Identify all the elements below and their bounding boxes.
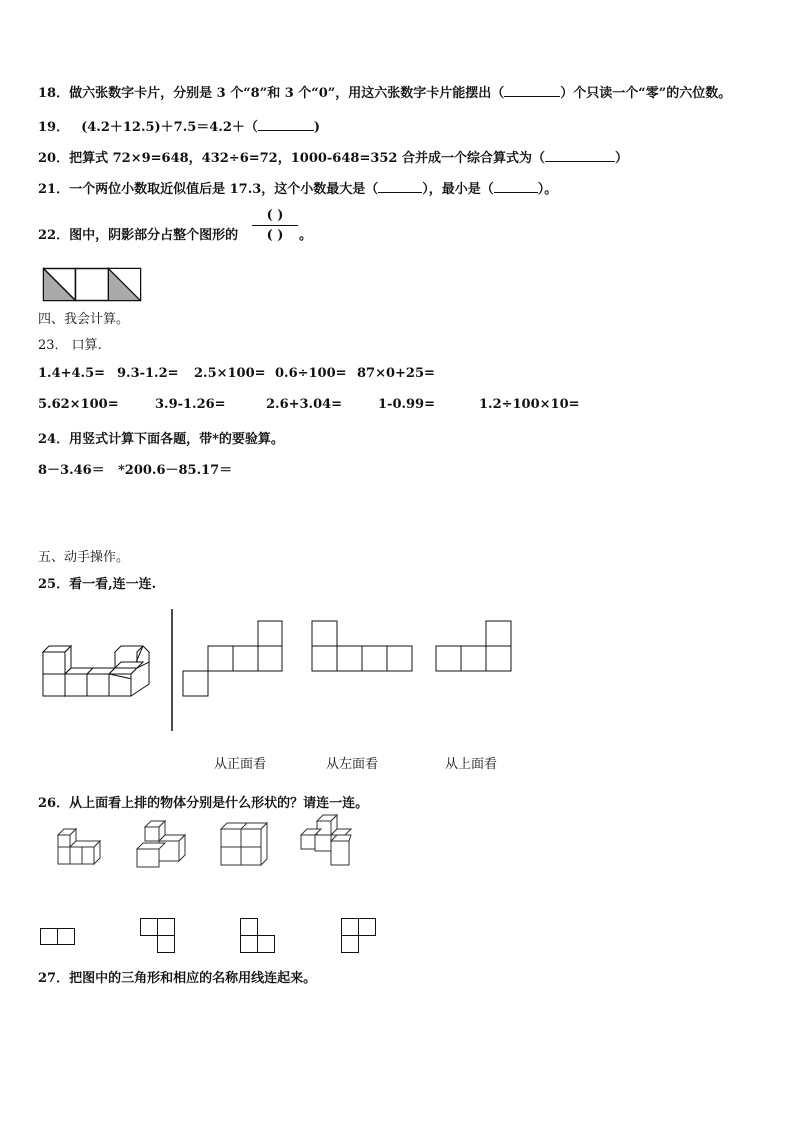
calc-item: *200.6－85.17＝ [118,463,233,478]
object-2 [137,821,187,869]
question-20-tail: ） [615,151,629,166]
question-22-period: 。 [299,228,313,243]
top-view-shape-1[interactable] [40,928,76,946]
question-26-text: 26．从上面看上排的物体分别是什么形状的？请连一连。 [38,796,369,811]
view-label-top[interactable]: 从上面看 [445,757,498,772]
question-18-tail: ）个只读一个“零”的六位数。 [560,86,732,101]
fraction-bar [252,225,298,226]
calc-item: 2.6+3.04= [266,397,343,412]
question-23-text: 23． 口算. [38,338,102,353]
calc-item: 1.2÷100×10= [479,397,580,412]
question-19-text: (4.2＋12.5)＋7.5＝4.2＋（ [81,120,258,135]
answer-blank-21-min[interactable] [494,192,538,193]
object-3 [221,823,269,869]
section-five-heading [38,546,129,565]
question-24-title [38,428,284,447]
question-21 [38,178,557,197]
question-27-text: 27．把图中的三角形和相应的名称用线连起来。 [38,971,317,986]
answer-blank-19[interactable] [258,130,314,131]
question-22-tail [299,224,312,243]
calc-item: 3.9-1.26= [155,397,226,412]
object-1 [56,829,104,867]
view-option-3[interactable] [436,621,514,673]
view-label-left[interactable]: 从左面看 [326,757,379,772]
divider-line [171,609,175,731]
question-24-text: 24．用竖式计算下面各题，带*的要验算。 [38,432,284,447]
calc-item: 8－3.46＝ [38,463,105,478]
question-21-mid: ），最小是（ [422,182,494,197]
answer-blank-18[interactable] [504,96,560,97]
section-four-heading [38,308,129,327]
answer-blank-20[interactable] [545,161,615,162]
answer-fraction-22[interactable] [252,208,298,243]
view-label-front[interactable]: 从正面看 [214,757,267,772]
calc-item: 1.4+4.5= [38,366,106,381]
question-27-title [38,967,316,986]
question-25-title [38,573,156,592]
calc-item: 5.62×100= [38,397,119,412]
question-20-text: 20．把算式 72×9=648，432÷6=72，1000-648=352 合并成一个综合算式为（ [38,151,546,166]
view-option-1[interactable] [183,621,283,697]
question-21-text: 21．一个两位小数取近似值后是 17.3，这个小数最大是（ [38,182,379,197]
top-view-shape-4[interactable] [341,918,377,954]
question-18 [38,82,731,101]
top-view-shape-2[interactable] [140,918,176,954]
question-26-title [38,792,368,811]
calc-item: 87×0+25= [357,366,435,381]
object-4 [301,815,353,867]
question-19 [38,116,320,135]
calc-item: 9.3-1.2= [117,366,179,381]
answer-blank-21-max[interactable] [378,192,422,193]
section-four-text: 四、我会计算。 [38,312,130,327]
fraction-numerator[interactable]: ( ) [266,208,284,223]
view-option-2[interactable] [312,621,414,673]
question-20 [38,147,628,166]
cube-structure-figure [43,646,155,706]
question-21-tail: ）。 [537,182,558,197]
question-19-tail: ) [313,120,321,135]
question-22 [38,224,238,243]
calc-item: 0.6÷100= [275,366,347,381]
shaded-squares-figure [43,268,143,302]
calc-item: 1-0.99= [378,397,435,412]
top-view-shape-3[interactable] [240,918,276,954]
question-19-number: 19． [38,120,70,135]
calc-item: 2.5×100= [194,366,266,381]
fraction-denominator[interactable]: ( ) [266,228,284,243]
question-22-text: 22．图中，阴影部分占整个图形的 [38,228,239,243]
question-23-title [38,334,102,353]
question-18-text: 18．做六张数字卡片，分别是 3 个“8”和 3 个“0”，用这六张数字卡片能摆出（ [38,86,505,101]
question-25-text: 25．看一看,连一连. [38,577,157,592]
section-five-text: 五、动手操作。 [38,550,130,565]
